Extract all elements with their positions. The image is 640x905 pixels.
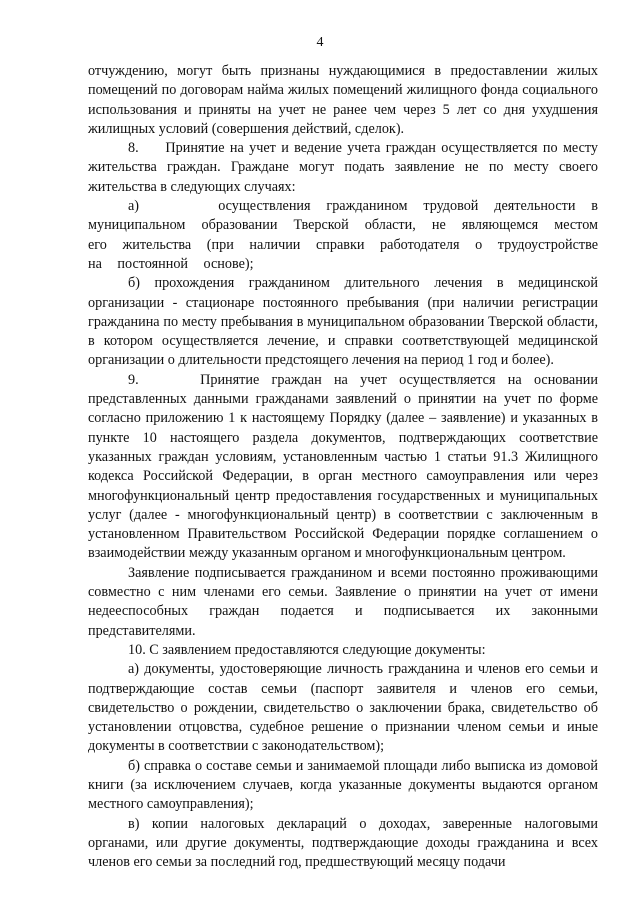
paragraph-doc-v: в) копии налоговых деклараций о доходах, заверенные налоговыми органами, или другие документы, подтверждающие доходы гражданина и всех членов его семьи за последний год, предшествующий месяцу подачи — [88, 815, 598, 871]
paragraph-item-9: 9. Принятие граждан на учет осуществляется на основании представленных данными гражданами заявлений о принятии на учет по форме согласно приложению 1 к настоящему Порядку (далее – заявление) и указанных в пункте 10 настоящего раздела документов, подтверждающих соответствие указанных граждан условиям, установленным частью 1 статьи 91.3 Жилищного кодекса Российской Федерации, в орган местного самоуправления или через многофункциональный центр предоставления государственных и муниципальных услуг (далее - многофункциональный центр) в соответствии с заключенным в установленном Правительством Российской Федерации порядке соглашением о взаимодействии между указанным органом и многофункциональным центром. — [88, 371, 598, 562]
paragraph-subitem-a: а) осуществления гражданином трудовой деятельности в муниципальном образовании Тверской области, не являющемся местом его жительства (при наличии справки работодателя о трудоустройстве на постоянной основе); — [88, 198, 598, 272]
paragraph-item-10: 10. С заявлением предоставляются следующие документы: — [128, 641, 486, 658]
paragraph-doc-a: а) документы, удостоверяющие личность гражданина и членов его семьи и подтверждающие состав семьи (паспорт заявителя и членов его семьи, свидетельство о рождении, свидетельство о заключении брака, свидетельство об установлении отцовства, судебное решение о признании членом семьи и иные документы в соответствии с законодательством); — [88, 661, 598, 755]
paragraph-application-signing: Заявление подписывается гражданином и всеми постоянно проживающими совместно с ним членами его семьи. Заявление о принятии на учет от имени недееспособных граждан подается и подписывается их законными представителями. — [88, 564, 598, 639]
paragraph-subitem-b: б) прохождения гражданином длительного лечения в медицинской организации - стационаре постоянного пребывания (при наличии регистрации гражданина по месту пребывания в муниципальном образовании Тверской области, в котором осуществляется лечение, и справки соответствующей медицинской организации о длительности предстоящего лечения на период 1 год и более). — [88, 275, 598, 369]
paragraph-doc-b: б) справка о составе семьи и занимаемой площади либо выписка из домовой книги (за исключением случаев, когда указанные документы выдаются органом местного самоуправления); — [88, 757, 598, 813]
paragraph-item-8: 8. Принятие на учет и ведение учета граждан осуществляется по месту жительства граждан. Граждане могут подать заявление не по месту своего жительства в следующих случаях: — [88, 140, 598, 195]
page-number: 4 — [316, 35, 324, 50]
document-body — [88, 62, 598, 872]
paragraph-continuation: отчуждению, могут быть признаны нуждающимися в предоставлении жилых помещений по договорам найма жилых помещений жилищного фонда социального использования и приняты на учет не ранее чем через 5 лет со дня ухудшения жилищных условий (совершения действий, сделок). — [88, 63, 598, 137]
